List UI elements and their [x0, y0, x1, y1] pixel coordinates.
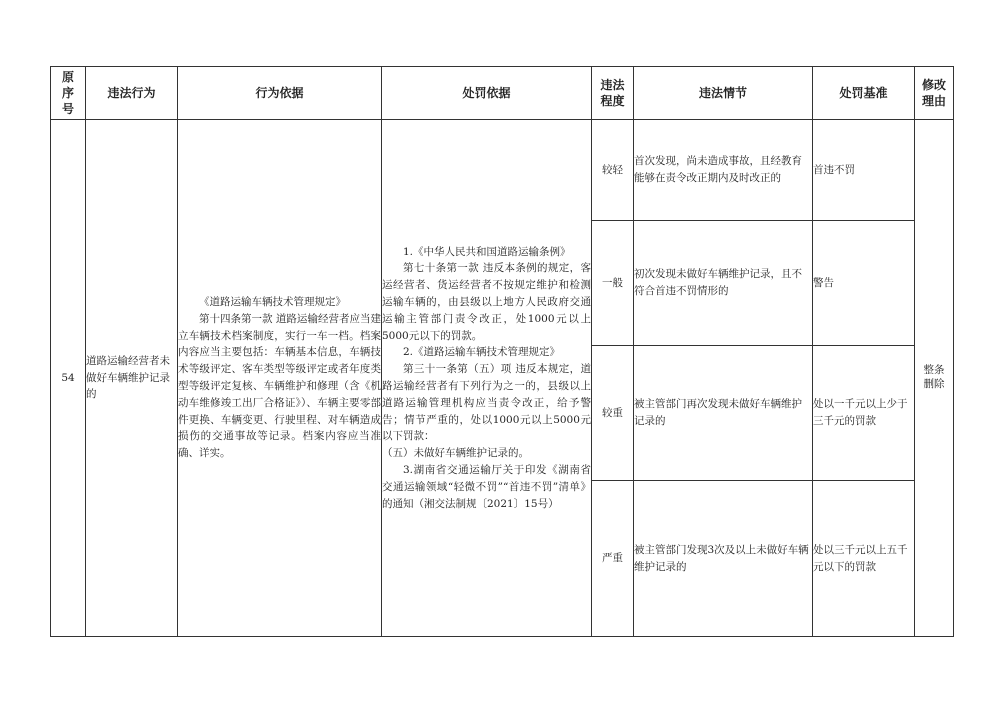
standard-cell: 处以一千元以上少于三千元的罚款 [813, 346, 915, 481]
degree-cell: 较轻 [592, 120, 634, 221]
header-standard: 处罚基准 [813, 67, 915, 120]
act-cell: 道路运输经营者未做好车辆维护记录的 [86, 120, 178, 637]
penalty-basis-line: 第七十条第一款 违反本条例的规定，客运经营者、货运经营者不按规定维护和检测运输车辆的，由县级以上地方人民政府交通运输主管部门责令改正，处1000元以上5000元以下的罚款。 [382, 262, 591, 342]
penalty-basis-line: 3.湖南省交通运输厅关于印发《湖南省交通运输领域“轻微不罚”“首违不罚”清单》的通知（湘交法制规〔2021〕15号） [382, 463, 591, 510]
basis-article: 第十四条第一款 道路运输经营者应当建立车辆技术档案制度，实行一车一档。档案内容应当主要包括：车辆基本信息，车辆技术等级评定、客车类型等级评定或者年度类型等级评定复核、车辆维护和修理（含《机动车维修竣工出厂合格证》）、车辆主要零部件更换、车辆变更、行驶里程、对车辆造成损伤的交通事故等记录。档案内容应当准确、详实。 [178, 312, 381, 460]
table-row [51, 120, 954, 221]
circumstance-cell: 首次发现，尚未造成事故，且经教育能够在责令改正期内及时改正的 [634, 120, 813, 221]
degree-cell: 较重 [592, 346, 634, 481]
standard-cell: 警告 [813, 221, 915, 346]
degree-cell: 一般 [592, 221, 634, 346]
header-row [51, 67, 954, 120]
penalty-table [50, 66, 954, 637]
seq-cell: 54 [51, 120, 86, 637]
header-degree: 违法程度 [592, 67, 634, 120]
header-reason: 修改理由 [915, 67, 954, 120]
standard-cell: 处以三千元以上五千元以下的罚款 [813, 481, 915, 637]
header-act: 违法行为 [86, 67, 178, 120]
penalty-basis-cell [382, 120, 592, 637]
circumstance-cell: 被主管部门发现3次及以上未做好车辆维护记录的 [634, 481, 813, 637]
circumstance-cell: 被主管部门再次发现未做好车辆维护记录的 [634, 346, 813, 481]
standard-cell: 首违不罚 [813, 120, 915, 221]
penalty-basis-line: （五）未做好车辆维护记录的。 [382, 447, 529, 460]
circumstance-cell: 初次发现未做好车辆维护记录，且不符合首违不罚情形的 [634, 221, 813, 346]
degree-cell: 严重 [592, 481, 634, 637]
penalty-basis-line: 2.《道路运输车辆技术管理规定》 [403, 346, 561, 359]
header-circumstance: 违法情节 [634, 67, 813, 120]
basis-cell [178, 120, 382, 637]
penalty-basis-line: 1.《中华人民共和国道路运输条例》 [403, 245, 571, 258]
reason-cell: 整条删除 [915, 120, 954, 637]
header-seq: 原序号 [51, 67, 86, 120]
header-penalty-basis: 处罚依据 [382, 67, 592, 120]
header-basis: 行为依据 [178, 67, 382, 120]
penalty-basis-line: 第三十一条第（五）项 违反本规定，道路运输经营者有下列行为之一的，县级以上道路运输管理机构应当责令改正，给予警告；情节严重的，处以1000元以上5000元以下罚款： [382, 363, 591, 443]
basis-title: 《道路运输车辆技术管理规定》 [199, 296, 346, 309]
